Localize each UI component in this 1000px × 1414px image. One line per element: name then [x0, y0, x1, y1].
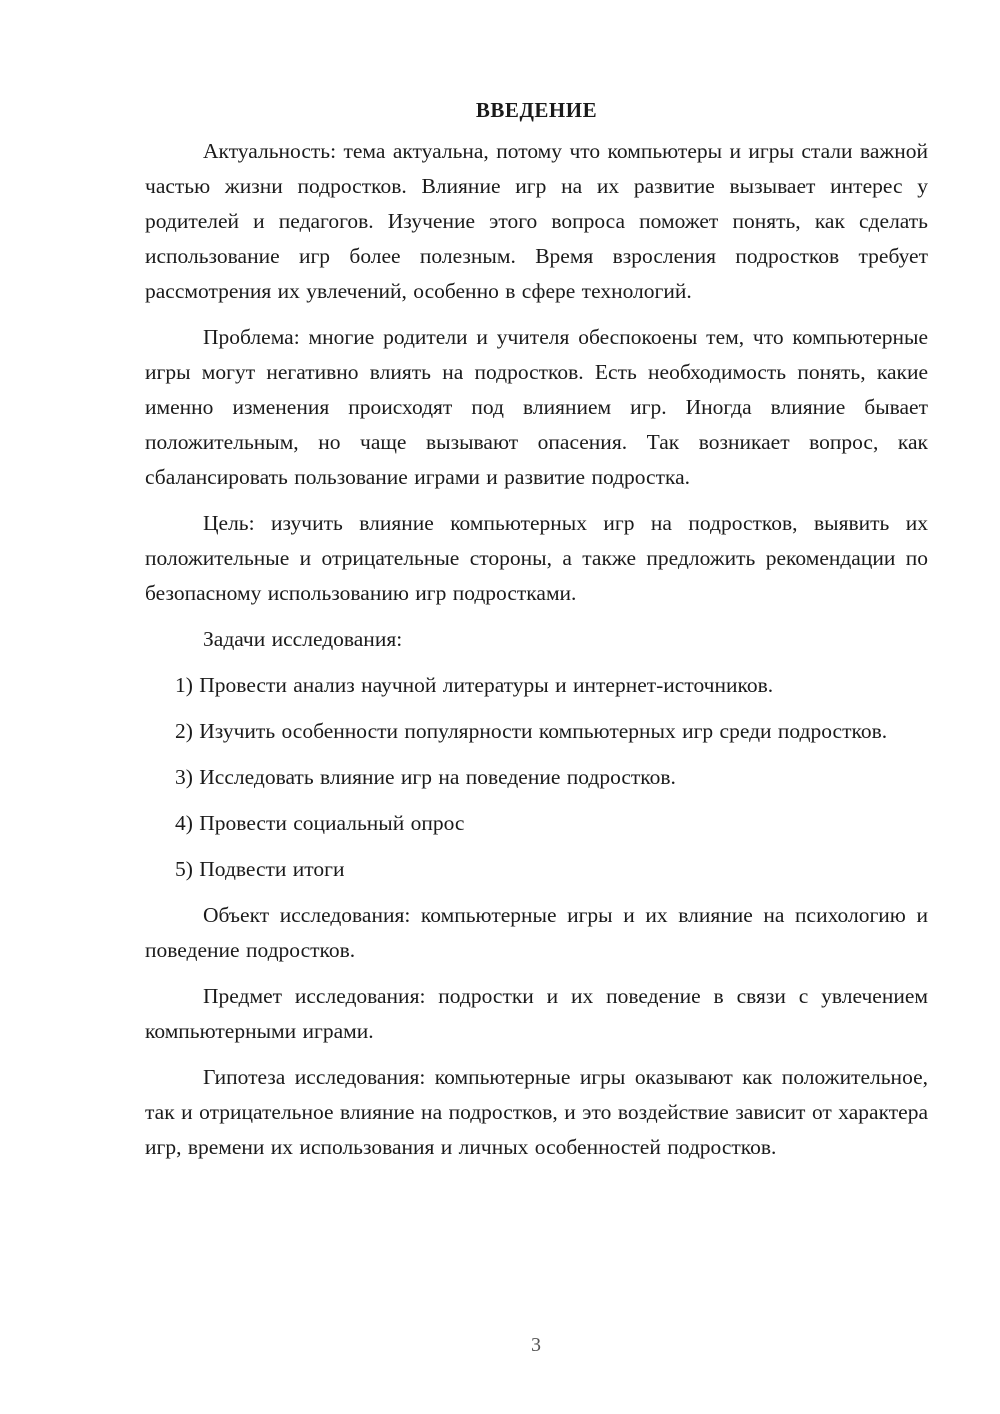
paragraph-subject: Предмет исследования: подростки и их поведение в связи с увлечением компьютерными играми. — [145, 984, 928, 1043]
list-item: 5) Подвести итоги — [175, 857, 345, 881]
paragraph-goal: Цель: изучить влияние компьютерных игр на подростков, выявить их положительные и отрицательные стороны, а также предложить рекомендации по безопасному использованию игр подростками. — [145, 511, 928, 605]
section-title: ВВЕДЕНИЕ — [475, 98, 598, 122]
tasks-heading: Задачи исследования: — [203, 627, 403, 651]
paragraph-problem: Проблема: многие родители и учителя обеспокоены тем, что компьютерные игры могут негативно влиять на подростков. Есть необходимость понять, какие именно изменения происходят под влиянием игр. Иногда влияние бывает положительным, но чаще вызывают опасения. Так возникает вопрос, как сбалансировать пользование играми и развитие подростка. — [145, 325, 928, 489]
tasks-list — [145, 668, 928, 887]
list-item: 2) Изучить особенности популярности компьютерных игр среди подростков. — [175, 719, 888, 743]
paragraph-object: Объект исследования: компьютерные игры и их влияние на психологию и поведение подростков. — [145, 903, 928, 962]
list-item: 1) Провести анализ научной литературы и интернет-источников. — [175, 673, 774, 697]
list-item: 3) Исследовать влияние игр на поведение подростков. — [175, 765, 676, 789]
document-page — [145, 93, 928, 1176]
list-item: 4) Провести социальный опрос — [175, 811, 465, 835]
paragraph-hypothesis: Гипотеза исследования: компьютерные игры оказывают как положительное, так и отрицательное влияние на подростков, и это воздействие зависит от характера игр, времени их использования и личных особенностей подростков. — [145, 1065, 928, 1159]
paragraph-relevance: Актуальность: тема актуальна, потому что компьютеры и игры стали важной частью жизни подростков. Влияние игр на их развитие вызывает интерес у родителей и педагогов. Изучение этого вопроса поможет понять, как сделать использование игр более полезным. Время взросления подростков требует рассмотрения их увлечений, особенно в сфере технологий. — [145, 139, 928, 303]
page-number: 3 — [531, 1334, 541, 1356]
